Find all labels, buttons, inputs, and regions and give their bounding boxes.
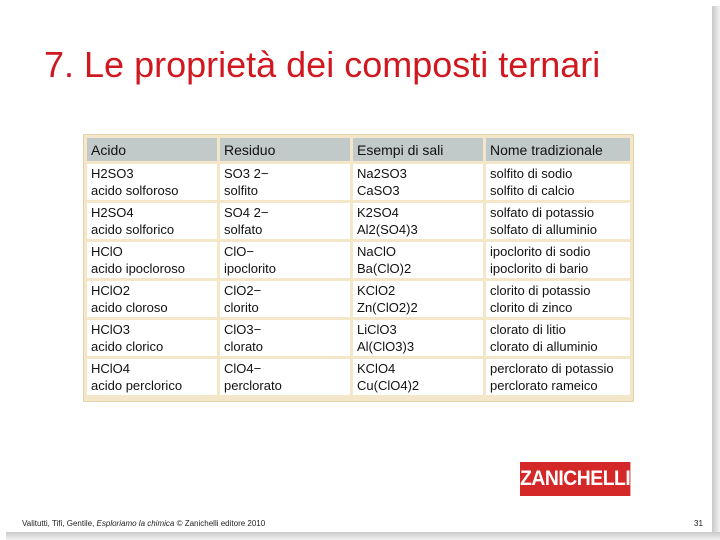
- cell-traditional-name: [486, 164, 630, 200]
- formula: K2SO4: [357, 205, 399, 220]
- formula: Cu(ClO4)2: [357, 378, 420, 393]
- name: ipoclorito di bario: [490, 261, 589, 276]
- table-row: [87, 164, 630, 200]
- name: solfito di sodio: [490, 166, 573, 181]
- cell-residue: [220, 281, 350, 317]
- table-row: [87, 203, 630, 239]
- cell-acid: [87, 242, 217, 278]
- footer-copyright: © Zanichelli editore 2010: [174, 519, 266, 528]
- formula: Al(ClO3)3: [357, 339, 415, 354]
- formula: CaSO3: [357, 183, 400, 198]
- formula: SO4 2−: [224, 205, 269, 220]
- name: clorito di zinco: [490, 300, 573, 315]
- cell-residue: [220, 203, 350, 239]
- slide-shadow-bottom: [6, 532, 720, 540]
- formula: ClO4−: [224, 361, 262, 376]
- acids-table: [84, 135, 633, 398]
- slide-shadow-right: [712, 6, 720, 540]
- cell-salts: [353, 164, 483, 200]
- name: solfito: [224, 183, 258, 198]
- formula: HClO: [91, 244, 123, 259]
- formula: Ba(ClO)2: [357, 261, 412, 276]
- cell-traditional-name: [486, 203, 630, 239]
- cell-acid: [87, 320, 217, 356]
- name: clorato: [224, 339, 264, 354]
- formula: KClO4: [357, 361, 396, 376]
- cell-traditional-name: [486, 242, 630, 278]
- cell-traditional-name: [486, 359, 630, 395]
- table-row: [87, 359, 630, 395]
- cell-acid: [87, 164, 217, 200]
- table-row: [87, 242, 630, 278]
- formula: HClO3: [91, 322, 131, 337]
- cell-acid: [87, 203, 217, 239]
- footer-credit: [22, 519, 265, 528]
- cell-residue: [220, 164, 350, 200]
- formula: Na2SO3: [357, 166, 407, 181]
- name: acido perclorico: [91, 378, 183, 393]
- name: acido solforoso: [91, 183, 179, 198]
- formula: NaClO: [357, 244, 397, 259]
- cell-salts: [353, 203, 483, 239]
- cell-residue: [220, 320, 350, 356]
- header-nome-tradizionale: Nome tradizionale: [486, 138, 630, 161]
- cell-salts: [353, 281, 483, 317]
- header-residuo: Residuo: [220, 138, 350, 161]
- formula: H2SO4: [91, 205, 134, 220]
- footer-book-title: Esploriamo la chimica: [96, 519, 175, 528]
- formula: Zn(ClO2)2: [357, 300, 418, 315]
- slide-title: 7. Le proprietà dei composti ternari: [44, 44, 601, 85]
- name: ipoclorito: [224, 261, 277, 276]
- name: clorito: [224, 300, 259, 315]
- formula: ClO2−: [224, 283, 262, 298]
- cell-residue: [220, 242, 350, 278]
- name: clorito di potassio: [490, 283, 591, 298]
- header-esempi-di-sali: Esempi di sali: [353, 138, 483, 161]
- page-number: 31: [694, 519, 703, 528]
- name: acido cloroso: [91, 300, 168, 315]
- header-acido: Acido: [87, 138, 217, 161]
- name: solfato: [224, 222, 263, 237]
- formula: ClO−: [224, 244, 254, 259]
- cell-salts: [353, 320, 483, 356]
- zanichelli-logo: ZANICHELLI: [520, 462, 630, 496]
- formula: H2SO3: [91, 166, 134, 181]
- name: ipoclorito di sodio: [490, 244, 591, 259]
- name: perclorato di potassio: [490, 361, 614, 376]
- formula: HClO2: [91, 283, 131, 298]
- name: solfato di potassio: [490, 205, 595, 220]
- acids-table-panel: [83, 134, 634, 402]
- name: perclorato rameico: [490, 378, 598, 393]
- table-row: [87, 281, 630, 317]
- cell-salts: [353, 242, 483, 278]
- cell-traditional-name: [486, 281, 630, 317]
- table-header-row: [87, 138, 630, 161]
- cell-residue: [220, 359, 350, 395]
- table-row: [87, 320, 630, 356]
- formula: ClO3−: [224, 322, 262, 337]
- formula: Al2(SO4)3: [357, 222, 418, 237]
- name: solfato di alluminio: [490, 222, 597, 237]
- name: clorato di alluminio: [490, 339, 598, 354]
- name: solfito di calcio: [490, 183, 575, 198]
- formula: HClO4: [91, 361, 131, 376]
- formula: LiClO3: [357, 322, 397, 337]
- name: acido clorico: [91, 339, 164, 354]
- name: clorato di litio: [490, 322, 566, 337]
- name: acido solforico: [91, 222, 175, 237]
- cell-salts: [353, 359, 483, 395]
- formula: KClO2: [357, 283, 396, 298]
- cell-acid: [87, 281, 217, 317]
- cell-acid: [87, 359, 217, 395]
- footer-authors: Valitutti, Tifi, Gentile,: [22, 519, 97, 528]
- formula: SO3 2−: [224, 166, 269, 181]
- name: acido ipocloroso: [91, 261, 185, 276]
- cell-traditional-name: [486, 320, 630, 356]
- name: perclorato: [224, 378, 282, 393]
